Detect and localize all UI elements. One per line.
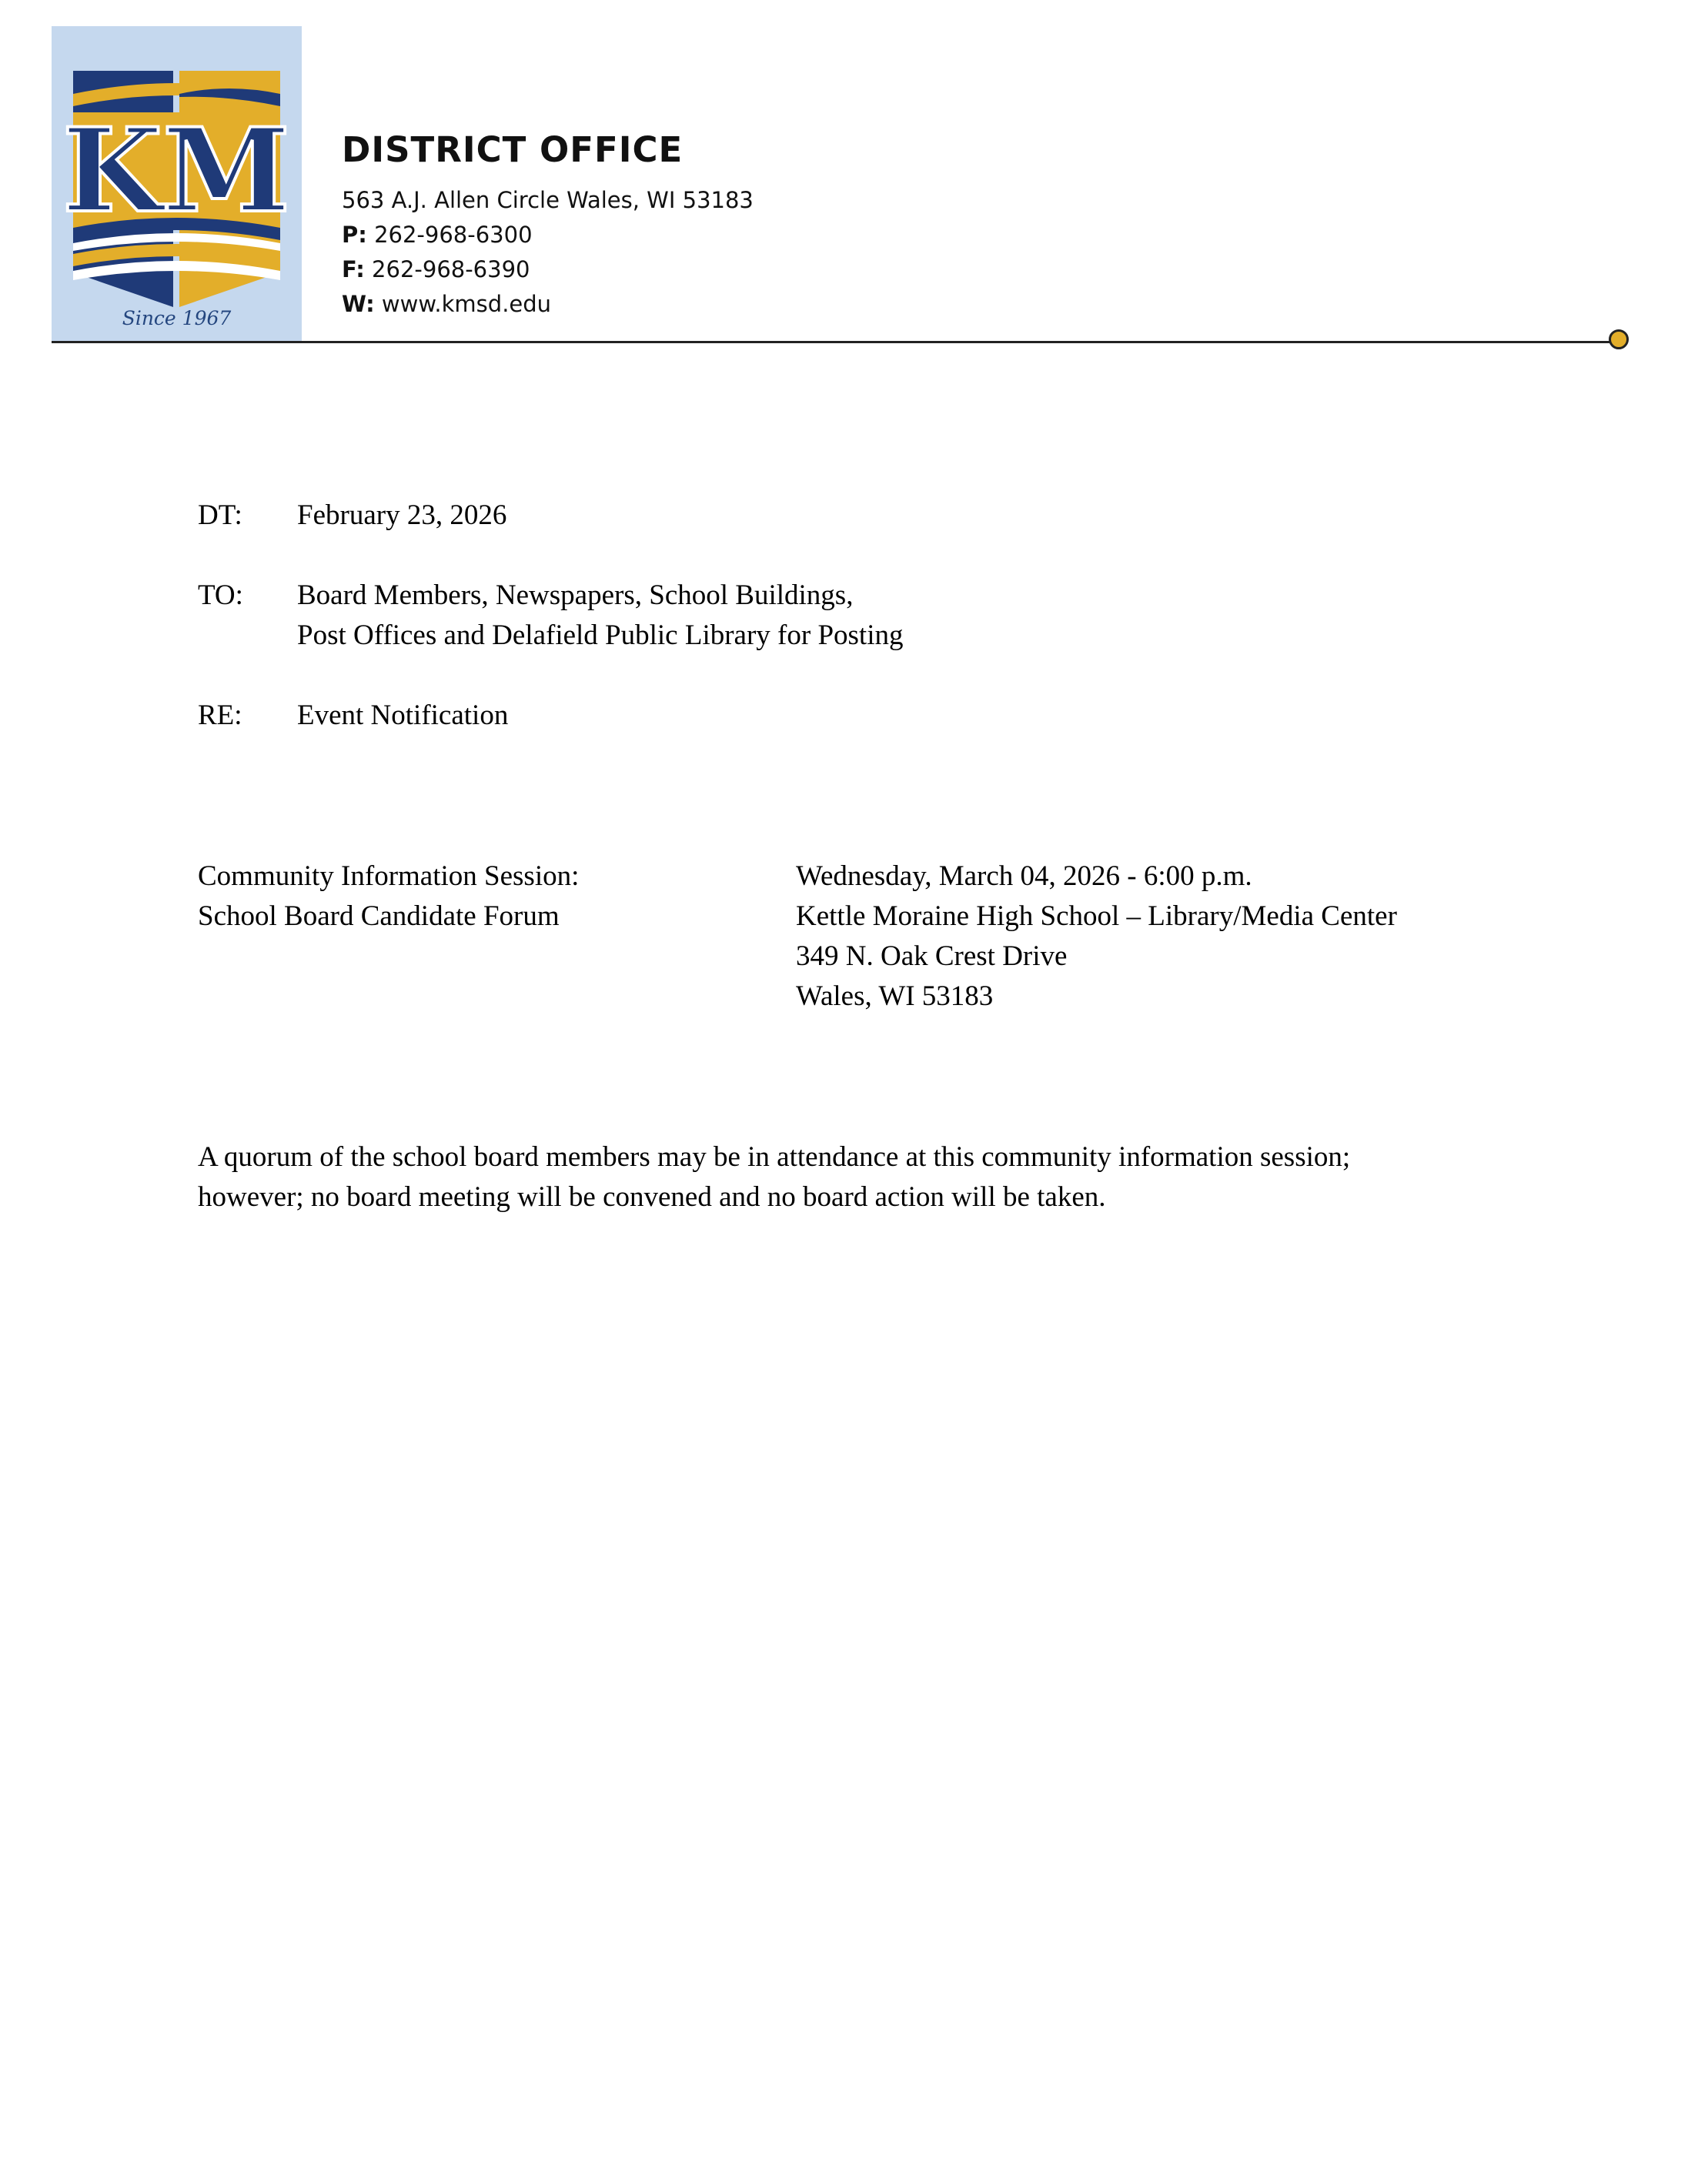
district-address: 563 A.J. Allen Circle Wales, WI 53183 (342, 187, 754, 213)
event-street: 349 N. Oak Crest Drive (796, 940, 1068, 972)
web-label: W: (342, 291, 375, 317)
fax-label: F: (342, 256, 365, 282)
phone-number: 262-968-6300 (374, 222, 533, 248)
re-label: RE: (198, 700, 242, 731)
to-line-2: Post Offices and Delafield Public Library for Posting (297, 619, 904, 651)
event-name-line-1: Community Information Session: (198, 860, 580, 892)
web-link[interactable]: www.kmsd.edu (381, 291, 552, 317)
phone-label: P: (342, 222, 367, 248)
event-city: Wales, WI 53183 (796, 980, 994, 1012)
date-label: DT: (198, 499, 242, 531)
since-1967-text: Since 1967 (122, 307, 232, 329)
district-office-title: DISTRICT OFFICE (342, 129, 684, 170)
to-line-1: Board Members, Newspapers, School Buildings, (297, 579, 854, 611)
km-shield-emblem (52, 26, 302, 342)
header-rule-dot (1609, 329, 1629, 349)
quorum-notice-line-2: however; no board meeting will be convened and no board action will be taken. (198, 1181, 1106, 1213)
web-line (342, 291, 551, 317)
fax-number: 262-968-6390 (372, 256, 530, 282)
event-name-line-2: School Board Candidate Forum (198, 900, 560, 932)
event-location: Kettle Moraine High School – Library/Media Center (796, 900, 1397, 932)
phone-line (342, 222, 533, 248)
fax-line (342, 256, 530, 282)
quorum-notice-line-1: A quorum of the school board members may be in attendance at this community information session; (198, 1141, 1351, 1173)
to-label: TO: (198, 579, 243, 611)
event-datetime: Wednesday, March 04, 2026 - 6:00 p.m. (796, 860, 1252, 892)
re-value: Event Notification (297, 700, 509, 731)
header-rule (52, 341, 1623, 343)
km-logo (52, 26, 302, 342)
date-value: February 23, 2026 (297, 499, 507, 531)
svg-text:KM: KM (62, 103, 291, 239)
